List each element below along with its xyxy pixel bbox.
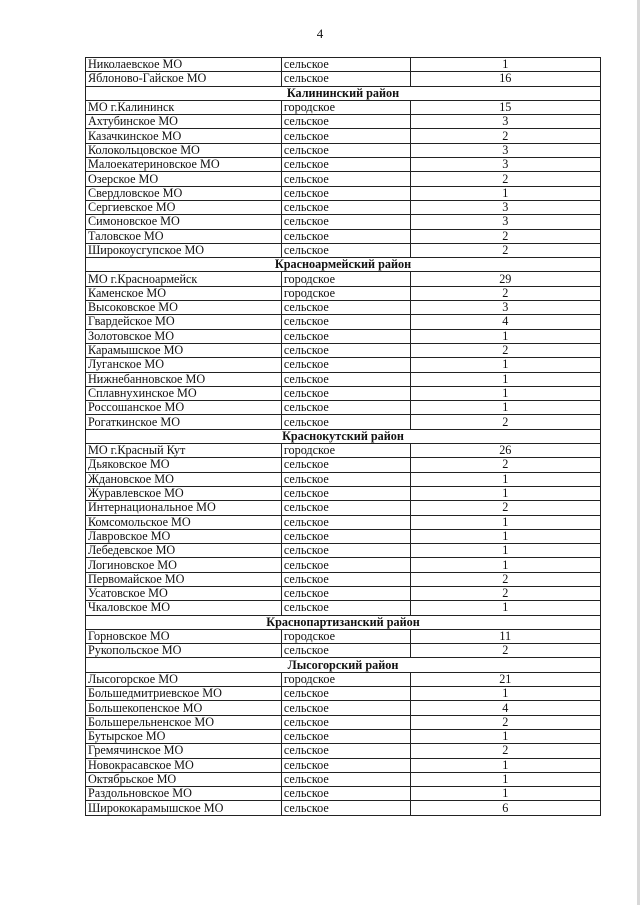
municipality-count: 2 [410, 343, 600, 357]
municipality-count: 1 [410, 486, 600, 500]
municipality-kind: сельское [281, 415, 410, 429]
table-row [86, 787, 601, 801]
municipality-kind: сельское [281, 486, 410, 500]
municipalities-table [85, 57, 601, 816]
municipality-count: 3 [410, 143, 600, 157]
municipality-kind: сельское [281, 129, 410, 143]
municipality-count: 26 [410, 444, 600, 458]
municipality-name: Лавровское МО [86, 529, 282, 543]
municipality-name: Дьяковское МО [86, 458, 282, 472]
table-row [86, 58, 601, 72]
table-row [86, 486, 601, 500]
table-row [86, 744, 601, 758]
table-row [86, 515, 601, 529]
municipality-name: Таловское МО [86, 229, 282, 243]
table-row [86, 401, 601, 415]
municipality-count: 1 [410, 729, 600, 743]
municipality-name: Гремячинское МО [86, 744, 282, 758]
municipality-name: Ахтубинское МО [86, 115, 282, 129]
table-row [86, 644, 601, 658]
table-row [86, 343, 601, 357]
municipality-name: Чкаловское МО [86, 601, 282, 615]
municipality-name: Журавлевское МО [86, 486, 282, 500]
municipality-count: 15 [410, 100, 600, 114]
municipality-kind: сельское [281, 744, 410, 758]
municipality-kind: сельское [281, 343, 410, 357]
municipality-name: Раздольновское МО [86, 787, 282, 801]
municipality-kind: сельское [281, 572, 410, 586]
municipality-count: 6 [410, 801, 600, 815]
municipality-count: 1 [410, 58, 600, 72]
municipality-count: 1 [410, 758, 600, 772]
table-row [86, 243, 601, 257]
municipality-count: 1 [410, 544, 600, 558]
table-row [86, 529, 601, 543]
table-row [86, 129, 601, 143]
municipality-count: 1 [410, 372, 600, 386]
municipality-kind: сельское [281, 186, 410, 200]
municipality-kind: сельское [281, 787, 410, 801]
municipality-count: 2 [410, 415, 600, 429]
municipality-count: 2 [410, 243, 600, 257]
municipality-count: 2 [410, 715, 600, 729]
municipality-name: Нижнебанновское МО [86, 372, 282, 386]
district-header-row [86, 86, 601, 100]
table-row [86, 601, 601, 615]
municipality-count: 1 [410, 601, 600, 615]
municipality-count: 2 [410, 572, 600, 586]
municipality-kind: сельское [281, 801, 410, 815]
municipality-count: 16 [410, 72, 600, 86]
table-row [86, 200, 601, 214]
municipality-name: Большедмитриевское МО [86, 687, 282, 701]
municipality-kind: сельское [281, 143, 410, 157]
municipality-kind: городское [281, 272, 410, 286]
municipality-name: Горновское МО [86, 629, 282, 643]
municipality-name: Гвардейское МО [86, 315, 282, 329]
municipality-kind: сельское [281, 529, 410, 543]
municipality-count: 2 [410, 458, 600, 472]
municipality-count: 2 [410, 129, 600, 143]
district-title: Красноармейский район [86, 258, 601, 272]
municipality-kind: городское [281, 672, 410, 686]
municipality-name: Первомайское МО [86, 572, 282, 586]
municipality-name: МО г.Красный Кут [86, 444, 282, 458]
table-row [86, 772, 601, 786]
municipality-name: Сплавнухинское МО [86, 386, 282, 400]
municipality-name: Россошанское МО [86, 401, 282, 415]
municipality-name: МО г.Калининск [86, 100, 282, 114]
municipality-name: Казачкинское МО [86, 129, 282, 143]
page-number: 4 [316, 26, 324, 41]
municipality-name: Лебедевское МО [86, 544, 282, 558]
municipality-kind: сельское [281, 715, 410, 729]
municipality-kind: сельское [281, 358, 410, 372]
municipality-count: 4 [410, 701, 600, 715]
municipality-name: Логиновское МО [86, 558, 282, 572]
municipality-count: 2 [410, 229, 600, 243]
municipality-name: Карамышское МО [86, 343, 282, 357]
municipality-kind: сельское [281, 243, 410, 257]
municipality-kind: городское [281, 629, 410, 643]
municipality-name: Ждановское МО [86, 472, 282, 486]
municipality-name: Бутырское МО [86, 729, 282, 743]
municipality-kind: сельское [281, 215, 410, 229]
municipality-kind: сельское [281, 644, 410, 658]
table-row [86, 629, 601, 643]
municipality-kind: сельское [281, 601, 410, 615]
municipality-kind: сельское [281, 515, 410, 529]
municipality-name: Золотовское МО [86, 329, 282, 343]
municipality-name: Большерельненское МО [86, 715, 282, 729]
municipality-count: 3 [410, 200, 600, 214]
table-row [86, 801, 601, 815]
municipality-name: Озерское МО [86, 172, 282, 186]
municipality-kind: сельское [281, 386, 410, 400]
municipality-kind: сельское [281, 501, 410, 515]
municipality-name: Свердловское МО [86, 186, 282, 200]
table-row [86, 758, 601, 772]
table-row [86, 72, 601, 86]
municipality-count: 11 [410, 629, 600, 643]
municipality-count: 1 [410, 529, 600, 543]
municipality-count: 2 [410, 744, 600, 758]
municipality-count: 1 [410, 186, 600, 200]
municipality-kind: сельское [281, 301, 410, 315]
table-row [86, 100, 601, 114]
table-row [86, 701, 601, 715]
municipality-name: Лысогорское МО [86, 672, 282, 686]
municipality-kind: сельское [281, 729, 410, 743]
municipality-count: 1 [410, 787, 600, 801]
municipality-count: 2 [410, 501, 600, 515]
municipality-count: 2 [410, 286, 600, 300]
table-row [86, 372, 601, 386]
municipality-name: Симоновское МО [86, 215, 282, 229]
municipality-count: 1 [410, 472, 600, 486]
table-row [86, 329, 601, 343]
table-row [86, 286, 601, 300]
table-row [86, 572, 601, 586]
municipality-kind: сельское [281, 701, 410, 715]
district-title: Калининский район [86, 86, 601, 100]
municipality-kind: сельское [281, 329, 410, 343]
municipality-name: Рукопольское МО [86, 644, 282, 658]
municipality-count: 3 [410, 215, 600, 229]
municipality-name: Ширококарамышское МО [86, 801, 282, 815]
table-row [86, 186, 601, 200]
district-title: Краснопартизанский район [86, 615, 601, 629]
municipality-kind: сельское [281, 772, 410, 786]
table-row [86, 301, 601, 315]
municipality-name: МО г.Красноармейск [86, 272, 282, 286]
municipality-kind: сельское [281, 200, 410, 214]
table-row [86, 358, 601, 372]
district-title: Краснокутский район [86, 429, 601, 443]
municipality-count: 21 [410, 672, 600, 686]
municipality-kind: городское [281, 100, 410, 114]
municipality-name: Широкоусгупское МО [86, 243, 282, 257]
municipality-kind: сельское [281, 72, 410, 86]
municipality-count: 4 [410, 315, 600, 329]
municipality-kind: сельское [281, 458, 410, 472]
municipality-count: 1 [410, 358, 600, 372]
table-row [86, 501, 601, 515]
municipality-count: 3 [410, 115, 600, 129]
municipality-name: Каменское МО [86, 286, 282, 300]
district-header-row [86, 658, 601, 672]
municipality-count: 1 [410, 386, 600, 400]
municipality-count: 2 [410, 586, 600, 600]
municipality-kind: сельское [281, 687, 410, 701]
table-row [86, 544, 601, 558]
municipality-count: 29 [410, 272, 600, 286]
municipality-name: Новокрасавское МО [86, 758, 282, 772]
municipality-count: 2 [410, 172, 600, 186]
municipality-kind: городское [281, 286, 410, 300]
municipality-name: Усатовское МО [86, 586, 282, 600]
table-row [86, 115, 601, 129]
municipality-kind: сельское [281, 315, 410, 329]
table-row [86, 729, 601, 743]
municipality-kind: городское [281, 444, 410, 458]
municipality-count: 1 [410, 329, 600, 343]
municipality-count: 3 [410, 301, 600, 315]
table-row [86, 158, 601, 172]
municipality-name: Малоекатериновское МО [86, 158, 282, 172]
table-row [86, 687, 601, 701]
table-row [86, 586, 601, 600]
municipality-kind: сельское [281, 58, 410, 72]
municipality-kind: сельское [281, 115, 410, 129]
municipality-kind: сельское [281, 229, 410, 243]
table-row [86, 558, 601, 572]
municipality-name: Октябрьское МО [86, 772, 282, 786]
district-title: Лысогорский район [86, 658, 601, 672]
table-body [86, 58, 601, 816]
table-row [86, 229, 601, 243]
table-row [86, 458, 601, 472]
table-row [86, 715, 601, 729]
municipality-kind: сельское [281, 544, 410, 558]
municipality-name: Интернациональное МО [86, 501, 282, 515]
municipality-name: Яблоново-Гайское МО [86, 72, 282, 86]
table-row [86, 672, 601, 686]
municipality-count: 1 [410, 687, 600, 701]
table-row [86, 472, 601, 486]
municipality-kind: сельское [281, 586, 410, 600]
municipality-kind: сельское [281, 172, 410, 186]
municipality-name: Рогаткинское МО [86, 415, 282, 429]
table-row [86, 272, 601, 286]
municipality-name: Высоковское МО [86, 301, 282, 315]
municipality-count: 1 [410, 558, 600, 572]
table-row [86, 386, 601, 400]
table-row [86, 415, 601, 429]
table-row [86, 143, 601, 157]
municipality-name: Большекопенское МО [86, 701, 282, 715]
district-header-row [86, 615, 601, 629]
municipality-kind: сельское [281, 758, 410, 772]
municipality-name: Николаевское МО [86, 58, 282, 72]
municipality-kind: сельское [281, 472, 410, 486]
municipality-kind: сельское [281, 372, 410, 386]
municipality-count: 1 [410, 401, 600, 415]
district-header-row [86, 429, 601, 443]
table-row [86, 215, 601, 229]
municipality-name: Сергиевское МО [86, 200, 282, 214]
table-row [86, 315, 601, 329]
municipality-count: 3 [410, 158, 600, 172]
municipality-name: Луганское МО [86, 358, 282, 372]
municipality-count: 1 [410, 772, 600, 786]
municipality-kind: сельское [281, 158, 410, 172]
municipality-name: Комсомольское МО [86, 515, 282, 529]
municipality-kind: сельское [281, 401, 410, 415]
municipality-count: 1 [410, 515, 600, 529]
municipality-name: Колокольцовское МО [86, 143, 282, 157]
table-row [86, 172, 601, 186]
district-header-row [86, 258, 601, 272]
table-row [86, 444, 601, 458]
municipality-count: 2 [410, 644, 600, 658]
municipality-kind: сельское [281, 558, 410, 572]
